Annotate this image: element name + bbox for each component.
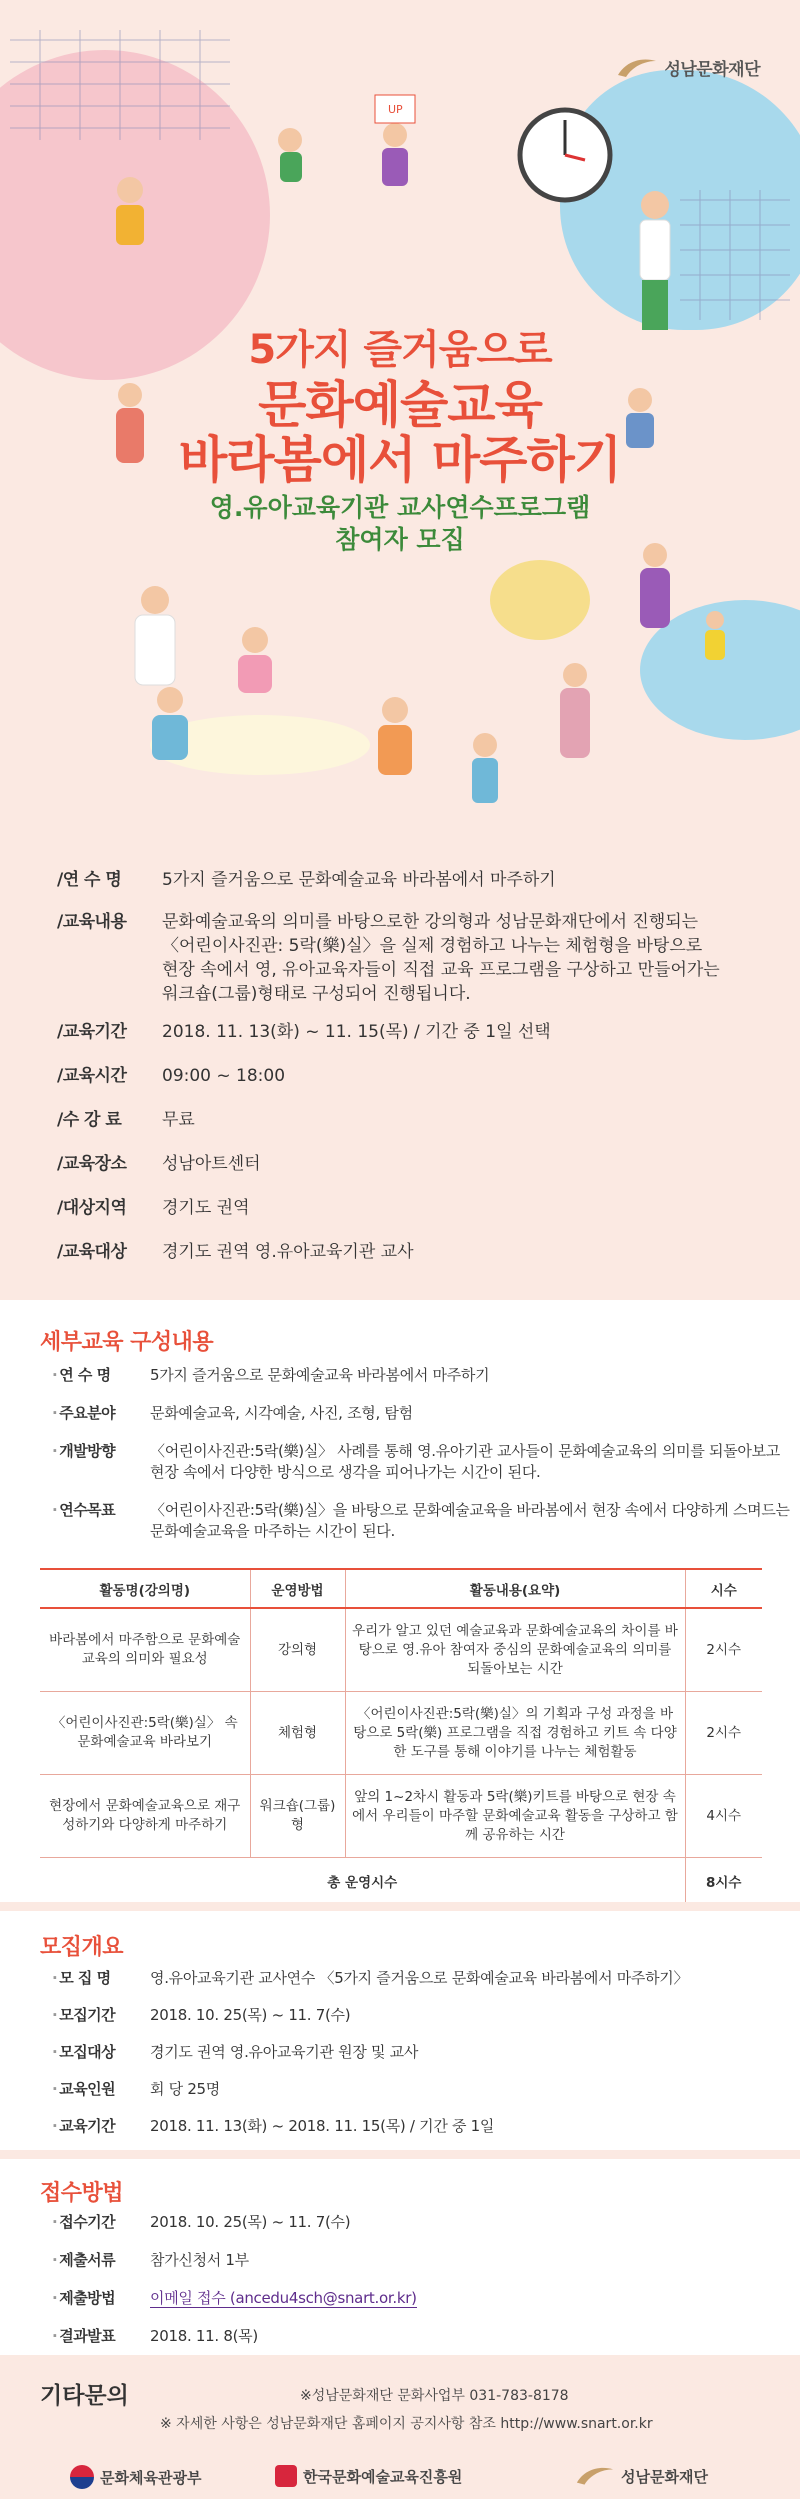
detail-value: 〈어린이사진관:5락(樂)실〉을 바탕으로 문화예술교육을 바라봄에서 현장 속에서 다양하게 스며드는 문화예술교육을 마주하는 시간이 된다. [150, 1501, 790, 1540]
table-cell: 〈어린이사진관:5락(樂)실〉의 기획과 구성 과정을 바탕으로 5락(樂) 프로그램을 직접 경험하고 키트 속 다양한 도구를 통해 이야기를 나누는 체험활동 [345, 1692, 685, 1775]
table-header-row [40, 1569, 762, 1608]
swoosh-icon [616, 57, 658, 79]
recruit-value: 2018. 11. 13(화) ~ 2018. 11. 15(목) / 기간 중 1일 [150, 2117, 495, 2135]
detail-row: · 연 수 명 5가지 즐거움으로 문화예술교육 바라봄에서 마주하기 [52, 1365, 790, 1386]
foundation-footer-logo [575, 2465, 708, 2487]
detail-row: · 개발방향 〈어린이사진관:5락(樂)실〉 사례를 통해 영.유아기관 교사들이 문화예술교육의 의미를 되돌아보고 현장 속에서 다양한 방식으로 생각을 피어나가는 시간이 된다. [52, 1441, 790, 1483]
footer-contact: ※성남문화재단 문화사업부 031-783-8178 [300, 2388, 569, 2404]
info-row [57, 1152, 762, 1176]
table-cell: 앞의 1~2차시 활동과 5락(樂)키트를 바탕으로 현장 속에서 우리들이 마주할 문화예술교육 활동을 구상하고 함께 공유하는 시간 [345, 1775, 685, 1858]
recruit-label: 교육인원 [59, 2080, 116, 2098]
info-label: /교육기간 [57, 1022, 127, 1042]
apply-row: · 제출방법 이메일 접수 (ancedu4sch@snart.or.kr) [52, 2289, 417, 2307]
schedule-table [40, 1568, 762, 1910]
info-label: /수 강 료 [57, 1110, 122, 1130]
detail-label: 개발방향 [59, 1442, 116, 1460]
logo-label: 성남문화재단 [621, 2467, 708, 2486]
detail-value: 5가지 즐거움으로 문화예술교육 바라봄에서 마주하기 [150, 1366, 490, 1384]
ministry-logo [70, 2465, 201, 2489]
logo-label: 문화체육관광부 [100, 2468, 202, 2487]
summary-info [0, 850, 800, 1300]
apply-section-title: 접수방법 [40, 2181, 124, 2206]
table-cell: 강의형 [250, 1608, 345, 1692]
table-header: 운영방법 [250, 1569, 345, 1608]
table-header: 시수 [685, 1569, 762, 1608]
info-label: /교육대상 [57, 1242, 127, 1262]
logo-text: 성남문화재단 [664, 60, 760, 80]
apply-label: 접수기간 [59, 2213, 116, 2231]
info-value: 무료 [162, 1110, 195, 1130]
recruit-row: · 모집기간 2018. 10. 25(목) ~ 11. 7(수) [52, 2005, 790, 2026]
table-cell: 〈어린이사진관:5락(樂)실〉 속 문화예술교육 바라보기 [40, 1692, 250, 1775]
detail-row: · 주요분야 문화예술교육, 시각예술, 사진, 조형, 탐험 [52, 1403, 790, 1424]
apply-value: 2018. 10. 25(목) ~ 11. 7(수) [150, 2213, 351, 2231]
detail-value: 〈어린이사진관:5락(樂)실〉 사례를 통해 영.유아기관 교사들이 문화예술교육의 의미를 되돌아보고 현장 속에서 다양한 방식으로 생각을 피어나가는 시간이 된다. [150, 1442, 780, 1481]
info-value: 경기도 권역 [162, 1198, 250, 1218]
info-row [57, 1108, 762, 1132]
section-divider [0, 1902, 800, 1911]
detail-section-title: 세부교육 구성내용 [40, 1330, 214, 1355]
apply-row: · 접수기간 2018. 10. 25(목) ~ 11. 7(수) [52, 2212, 790, 2233]
title-line-1: 5가지 즐거움으로 [248, 327, 552, 373]
detail-value: 문화예술교육, 시각예술, 사진, 조형, 탐험 [150, 1404, 413, 1422]
recruit-value: 회 당 25명 [150, 2080, 220, 2098]
total-value: 8시수 [685, 1858, 762, 1910]
info-value: 경기도 권역 영.유아교육기관 교사 [162, 1242, 414, 1262]
info-row [57, 1064, 762, 1088]
detail-label: 주요분야 [59, 1404, 116, 1422]
recruit-label: 모집대상 [59, 2043, 116, 2061]
foundation-logo [616, 55, 760, 80]
recruit-value: 경기도 권역 영.유아교육기관 원장 및 교사 [150, 2043, 419, 2061]
table-row [40, 1775, 762, 1858]
footer [0, 2355, 800, 2499]
subtitle-line-2: 참여자 모집 [335, 525, 465, 554]
table-cell: 워크숍(그룹)형 [250, 1775, 345, 1858]
info-value: 2018. 11. 13(화) ~ 11. 15(목) / 기간 중 1일 선택 [162, 1022, 551, 1042]
recruit-row: · 교육기간 2018. 11. 13(화) ~ 2018. 11. 15(목) / 기간 중 1일 [52, 2116, 790, 2137]
swoosh-icon [575, 2465, 615, 2487]
info-label: /교육내용 [57, 912, 127, 932]
table-cell: 우리가 알고 있던 예술교육과 문화예술교육의 차이를 바탕으로 영.유아 참여자 중심의 문화예술교육의 의미를 되돌아보는 시간 [345, 1608, 685, 1692]
table-cell: 바라봄에서 마주함으로 문화예술교육의 의미와 필요성 [40, 1608, 250, 1692]
table-cell: 현장에서 문화예술교육으로 재구성하기와 다양하게 마주하기 [40, 1775, 250, 1858]
recruit-label: 모집기간 [59, 2006, 116, 2024]
total-label: 총 운영시수 [40, 1858, 685, 1910]
recruit-value: 2018. 10. 25(목) ~ 11. 7(수) [150, 2006, 351, 2024]
apply-value: 2018. 11. 8(목) [150, 2327, 258, 2345]
info-row [57, 1020, 762, 1044]
detail-row: · 연수목표 〈어린이사진관:5락(樂)실〉을 바탕으로 문화예술교육을 바라봄에서 현장 속에서 다양하게 스며드는 문화예술교육을 마주하는 시간이 된다. [52, 1501, 790, 1540]
arte-logo [275, 2465, 462, 2487]
table-cell: 체험형 [250, 1692, 345, 1775]
up-sign: UP [388, 103, 403, 116]
footer-note[interactable]: ※ 자세한 사항은 성남문화재단 홈페이지 공지사항 참조 http://www.snart.or.kr [160, 2416, 653, 2432]
table-row [40, 1608, 762, 1692]
footer-title: 기타문의 [40, 2383, 129, 2409]
recruit-label: 교육기간 [59, 2117, 116, 2135]
info-row [57, 1240, 762, 1264]
info-row [57, 1196, 762, 1220]
apply-label: 제출서류 [59, 2251, 116, 2269]
apply-row: · 제출서류 참가신청서 1부 [52, 2250, 790, 2271]
partner-logos [0, 2457, 800, 2497]
info-label: /교육시간 [57, 1066, 127, 1086]
info-row [57, 868, 762, 892]
recruit-label: 모 집 명 [59, 1969, 111, 1987]
taeguk-icon [70, 2465, 94, 2489]
table-cell: 2시수 [685, 1608, 762, 1692]
info-value: 5가지 즐거움으로 문화예술교육 바라봄에서 마주하기 [162, 870, 556, 890]
info-label: /연 수 명 [57, 870, 122, 890]
table-cell: 4시수 [685, 1775, 762, 1858]
arte-icon [275, 2465, 297, 2487]
section-divider [0, 2150, 800, 2159]
recruit-row: · 모 집 명 영.유아교육기관 교사연수 〈5가지 즐거움으로 문화예술교육 바라봄에서 마주하기〉 [52, 1968, 790, 1989]
detail-label: 연 수 명 [59, 1366, 111, 1384]
logo-label: 한국문화예술교육진흥원 [303, 2467, 463, 2486]
apply-value: 참가신청서 1부 [150, 2251, 249, 2269]
email-link[interactable]: 이메일 접수 (ancedu4sch@snart.or.kr) [150, 2289, 417, 2307]
detail-label: 연수목표 [59, 1501, 116, 1519]
recruit-row: · 교육인원 회 당 25명 [52, 2079, 790, 2100]
apply-label: 제출방법 [59, 2289, 116, 2307]
info-value: 문화예술교육의 의미를 바탕으로한 강의형과 성남문화재단에서 진행되는 〈어린이사진관: 5락(樂)실〉을 실제 경험하고 나누는 체험형을 바탕으로 현장 속에서 영, 유아교육자들이 직접 교육 프로그램을 구상하고 만들어가는 워크숍(그룹)형태로 구성되어 진행됩니다. [162, 912, 720, 1004]
hero-section [0, 0, 800, 850]
title-line-3: 바라봄에서 마주하기 [178, 431, 622, 489]
info-row [57, 910, 722, 1006]
info-label: /교육장소 [57, 1154, 127, 1174]
recruit-section-title: 모집개요 [40, 1935, 124, 1960]
info-value: 09:00 ~ 18:00 [162, 1066, 286, 1086]
recruit-value: 영.유아교육기관 교사연수 〈5가지 즐거움으로 문화예술교육 바라봄에서 마주하기〉 [150, 1969, 689, 1987]
info-value: 성남아트센터 [162, 1154, 261, 1174]
table-row [40, 1692, 762, 1775]
table-header: 활동내용(요약) [345, 1569, 685, 1608]
subtitle-line-1: 영.유아교육기관 교사연수프로그램 [209, 493, 591, 522]
apply-row: · 결과발표 2018. 11. 8(목) [52, 2326, 790, 2347]
table-cell: 2시수 [685, 1692, 762, 1775]
info-label: /대상지역 [57, 1198, 127, 1218]
recruit-row: · 모집대상 경기도 권역 영.유아교육기관 원장 및 교사 [52, 2042, 790, 2063]
apply-label: 결과발표 [59, 2327, 116, 2345]
table-header: 활동명(강의명) [40, 1569, 250, 1608]
title-line-2: 문화예술교육 [258, 376, 542, 434]
